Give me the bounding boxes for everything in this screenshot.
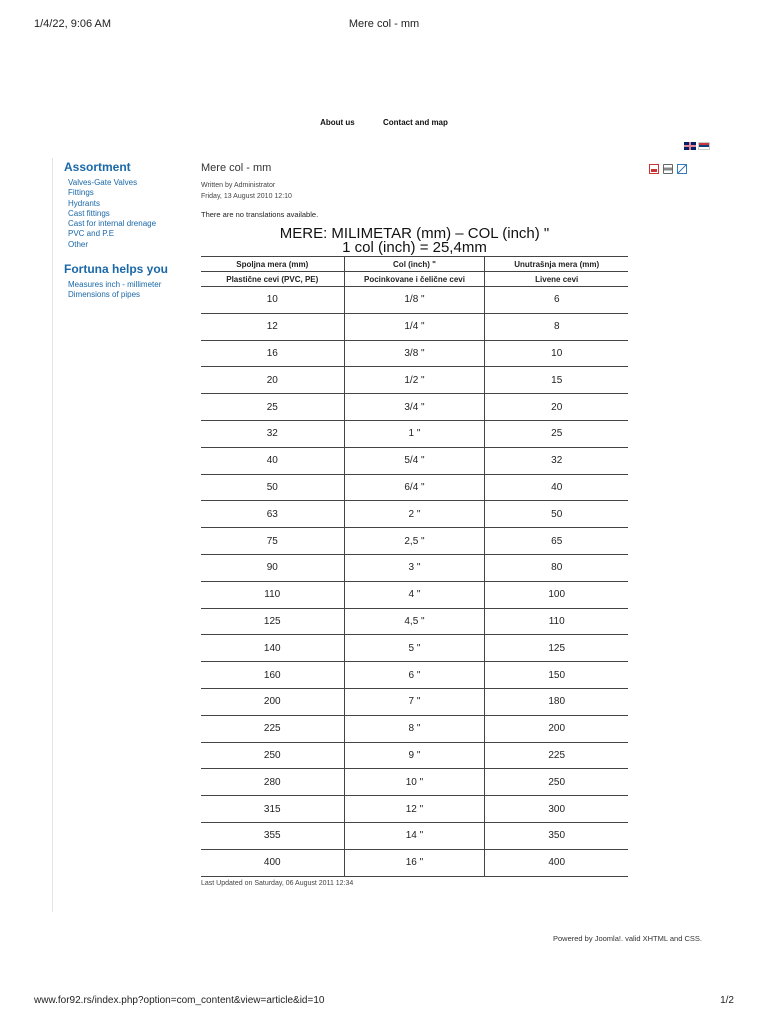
table-cell: 1/8 " xyxy=(344,287,485,314)
table-cell: 32 xyxy=(485,447,628,474)
table-cell: 125 xyxy=(201,608,344,635)
fortuna-helps-list xyxy=(68,280,194,301)
table-row xyxy=(201,769,628,796)
table-row xyxy=(201,581,628,608)
table-cell: 25 xyxy=(485,420,628,447)
article-title: Mere col - mm xyxy=(201,162,272,174)
assortment-list xyxy=(68,178,194,250)
flag-uk-icon[interactable] xyxy=(684,142,696,150)
table-row xyxy=(201,340,628,367)
table-cell: 180 xyxy=(485,688,628,715)
table-cell: 10 xyxy=(485,340,628,367)
sidebar-item-helps[interactable]: Measures inch - millimeter xyxy=(68,280,162,290)
table-cell: 12 " xyxy=(344,796,485,823)
article-date: Friday, 13 August 2010 12:10 xyxy=(201,193,292,200)
article-actions xyxy=(649,164,687,174)
table-cell: 4,5 " xyxy=(344,608,485,635)
fortuna-helps-heading: Fortuna helps you xyxy=(64,262,169,277)
table-row xyxy=(201,822,628,849)
table-row xyxy=(201,474,628,501)
table-cell: 63 xyxy=(201,501,344,528)
table-cell: 5/4 " xyxy=(344,447,485,474)
table-cell: 200 xyxy=(201,688,344,715)
print-date: 1/4/22, 9:06 AM xyxy=(34,18,112,30)
table-cell: 10 " xyxy=(344,769,485,796)
table-body xyxy=(201,287,628,877)
table-cell: 280 xyxy=(201,769,344,796)
table-cell: 160 xyxy=(201,662,344,689)
table-cell: 7 " xyxy=(344,688,485,715)
table-cell: 1/2 " xyxy=(344,367,485,394)
table-cell: 9 " xyxy=(344,742,485,769)
flag-rs-icon[interactable] xyxy=(698,142,710,150)
table-cell: 16 " xyxy=(344,849,485,876)
table-row xyxy=(201,501,628,528)
table-cell: 6 xyxy=(485,287,628,314)
table-cell: 8 xyxy=(485,313,628,340)
powered-by: Powered by Joomla!. valid XHTML and CSS. xyxy=(553,934,702,943)
sidebar-item-assortment[interactable]: Cast fittings xyxy=(68,208,110,218)
email-icon[interactable] xyxy=(677,164,687,174)
table-cell: 16 xyxy=(201,340,344,367)
sidebar-item-assortment[interactable]: Fittings xyxy=(68,188,94,198)
table-cell: 40 xyxy=(201,447,344,474)
table-row xyxy=(201,608,628,635)
table-cell: 50 xyxy=(201,474,344,501)
table-cell: 300 xyxy=(485,796,628,823)
sidebar-item-assortment[interactable]: Hydrants xyxy=(68,198,101,208)
table-row xyxy=(201,447,628,474)
table-row xyxy=(201,313,628,340)
heading-line-2: 1 col (inch) = 25,4mm xyxy=(342,239,487,256)
sidebar-item-helps[interactable]: Dimensions of pipes xyxy=(68,290,141,300)
table-cell: 5 " xyxy=(344,635,485,662)
table-row xyxy=(201,394,628,421)
table-cell: 250 xyxy=(201,742,344,769)
table-cell: 6/4 " xyxy=(344,474,485,501)
heading-line-1: MERE: MILIMETAR (mm) – COL (inch) " xyxy=(279,225,550,242)
table-cell: 15 xyxy=(485,367,628,394)
sidebar xyxy=(64,160,194,301)
table-row xyxy=(201,367,628,394)
table-cell: 3/8 " xyxy=(344,340,485,367)
print-page-number: 1/2 xyxy=(720,995,734,1006)
table-cell: 20 xyxy=(485,394,628,421)
language-flags xyxy=(684,142,710,150)
top-navigation xyxy=(0,118,768,127)
table-cell: 25 xyxy=(201,394,344,421)
table-cell: 6 " xyxy=(344,662,485,689)
table-cell: 355 xyxy=(201,822,344,849)
table-cell: 4 " xyxy=(344,581,485,608)
column-header: Unutrašnja mera (mm) xyxy=(485,257,628,272)
table-cell: 65 xyxy=(485,528,628,555)
column-header: Pocinkovane i čelične cevi xyxy=(344,272,485,287)
table-cell: 225 xyxy=(485,742,628,769)
sidebar-item-assortment[interactable]: Cast for internal drenage xyxy=(68,219,157,229)
table-cell: 75 xyxy=(201,528,344,555)
table-cell: 110 xyxy=(201,581,344,608)
measures-table xyxy=(201,256,628,877)
table-cell: 14 " xyxy=(344,822,485,849)
table-cell: 400 xyxy=(485,849,628,876)
table-row xyxy=(201,635,628,662)
sidebar-divider xyxy=(52,158,53,912)
table-cell: 40 xyxy=(485,474,628,501)
table-cell: 200 xyxy=(485,715,628,742)
column-header: Livene cevi xyxy=(485,272,628,287)
table-cell: 140 xyxy=(201,635,344,662)
table-cell: 110 xyxy=(485,608,628,635)
table-cell: 3/4 " xyxy=(344,394,485,421)
table-cell: 80 xyxy=(485,554,628,581)
column-header: Spoljna mera (mm) xyxy=(201,257,344,272)
table-cell: 2 " xyxy=(344,501,485,528)
nav-about-us[interactable]: About us xyxy=(320,118,355,127)
table-cell: 20 xyxy=(201,367,344,394)
sidebar-item-assortment[interactable]: PVC and P.E xyxy=(68,229,115,239)
table-row xyxy=(201,528,628,555)
table-cell: 100 xyxy=(485,581,628,608)
table-cell: 2,5 " xyxy=(344,528,485,555)
print-url: www.for92.rs/index.php?option=com_content&view=article&id=10 xyxy=(34,995,325,1006)
table-cell: 125 xyxy=(485,635,628,662)
table-cell: 400 xyxy=(201,849,344,876)
table-row xyxy=(201,554,628,581)
table-cell: 250 xyxy=(485,769,628,796)
table-cell: 150 xyxy=(485,662,628,689)
sidebar-item-assortment[interactable]: Other xyxy=(68,239,89,249)
sidebar-item-assortment[interactable]: Valves-Gate Valves xyxy=(68,178,138,187)
last-updated: Last Updated on Saturday, 06 August 2011 12:34 xyxy=(201,880,354,887)
table-cell: 3 " xyxy=(344,554,485,581)
table-cell: 50 xyxy=(485,501,628,528)
assortment-heading: Assortment xyxy=(64,160,131,174)
table-row xyxy=(201,796,628,823)
table-header-row xyxy=(201,257,628,272)
table-cell: 12 xyxy=(201,313,344,340)
table-cell: 350 xyxy=(485,822,628,849)
table-cell: 1/4 " xyxy=(344,313,485,340)
table-cell: 1 " xyxy=(344,420,485,447)
table-cell: 10 xyxy=(201,287,344,314)
table-cell: 225 xyxy=(201,715,344,742)
table-row xyxy=(201,662,628,689)
table-row xyxy=(201,688,628,715)
pdf-icon[interactable] xyxy=(649,164,659,174)
column-header: Col (inch) " xyxy=(344,257,485,272)
table-subheader-row xyxy=(201,272,628,287)
table-row xyxy=(201,420,628,447)
table-row xyxy=(201,715,628,742)
print-title: Mere col - mm xyxy=(348,18,420,30)
table-cell: 32 xyxy=(201,420,344,447)
no-translations-note: There are no translations available. xyxy=(201,210,319,219)
nav-contact-and-map[interactable]: Contact and map xyxy=(383,118,448,127)
table-cell: 8 " xyxy=(344,715,485,742)
article-author: Written by Administrator xyxy=(201,182,276,189)
article xyxy=(201,160,628,255)
table-row xyxy=(201,287,628,314)
article-heading xyxy=(201,227,628,255)
table-cell: 315 xyxy=(201,796,344,823)
table-cell: 90 xyxy=(201,554,344,581)
table-row xyxy=(201,742,628,769)
table-row xyxy=(201,849,628,876)
print-icon[interactable] xyxy=(663,164,673,174)
column-header: Plastične cevi (PVC, PE) xyxy=(201,272,344,287)
